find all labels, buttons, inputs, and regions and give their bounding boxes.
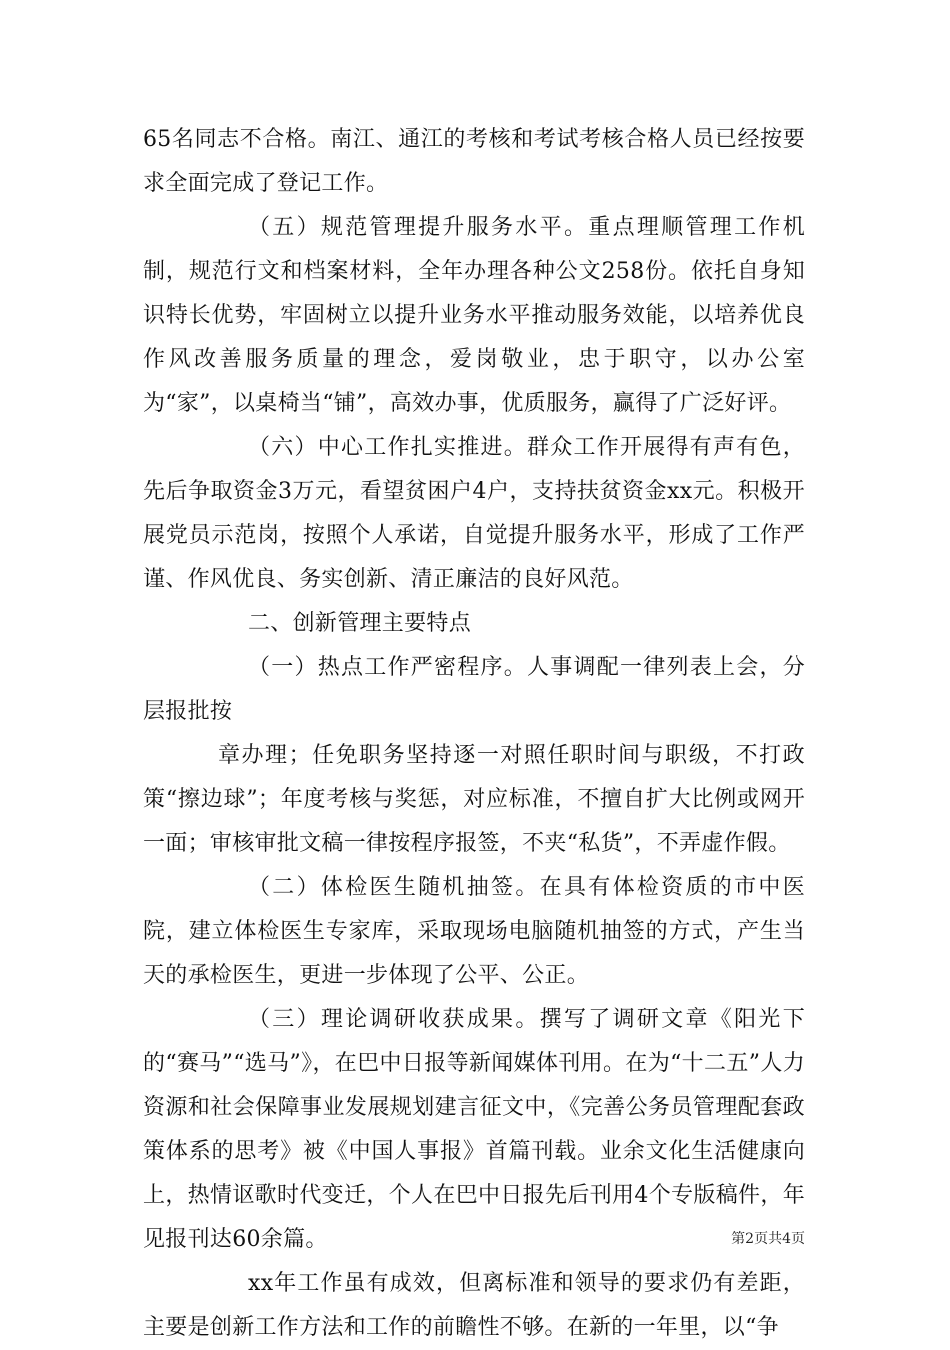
paragraph-continuation: 65名同志不合格。南江、通江的考核和考试考核合格人员已经按要求全面完成了登记工作。 [143, 127, 805, 196]
paragraph-section-5: （五）规范管理提升服务水平。重点理顺管理工作机制，规范行文和档案材料，全年办理各种公文258份。依托自身知识特长优势，牢固树立以提升业务水平推动服务效能，以培养优良作风改善服务质量的理念，爱岗敬业，忠于职守，以办公室为“家”，以桌椅当“铺”，高效办事，优质服务，赢得了广泛好评。 [143, 215, 805, 416]
paragraph-summary: xx年工作虽有成效，但离标准和领导的要求仍有差距，主要是创新工作方法和工作的前瞻性不够。在新的一年里，以“争 [143, 1271, 805, 1340]
heading-innovation-features: 二、创新管理主要特点 [248, 611, 472, 636]
paragraph-feature-1-start: （一）热点工作严密程序。人事调配一律列表上会，分层报批按 [143, 655, 805, 724]
paragraph-section-6: （六）中心工作扎实推进。群众工作开展得有声有色，先后争取资金3万元，看望贫困户4户，支持扶贫资金xx元。积极开展党员示范岗，按照个人承诺，自觉提升服务水平，形成了工作严谨、作风优良、务实创新、清正廉洁的良好风范。 [143, 435, 805, 592]
paragraph-feature-3: （三）理论调研收获成果。撰写了调研文章《阳光下的“赛马”“选马”》，在巴中日报等新闻媒体刊用。在为“十二五”人力资源和社会保障事业发展规划建言征文中，《完善公务员管理配套政策体系的思考》被《中国人事报》首篇刊载。业余文化生活健康向上，热情讴歌时代变迁，个人在巴中日报先后刊用4个专版稿件，年见报刊达60余篇。 [143, 1007, 805, 1252]
paragraph-feature-2: （二）体检医生随机抽签。在具有体检资质的市中医院，建立体检医生专家库，采取现场电脑随机抽签的方式，产生当天的承检医生，更进一步体现了公平、公正。 [143, 875, 805, 988]
document-body [143, 118, 805, 1350]
page-number: 第2页共4页 [731, 1231, 805, 1247]
paragraph-feature-1-cont: 章办理；任免职务坚持逐一对照任职时间与职级，不打政策“擦边球”；年度考核与奖惩，对应标准，不擅自扩大比例或网开一面；审核审批文稿一律按程序报签，不夹“私货”，不弄虚作假。 [143, 743, 805, 856]
